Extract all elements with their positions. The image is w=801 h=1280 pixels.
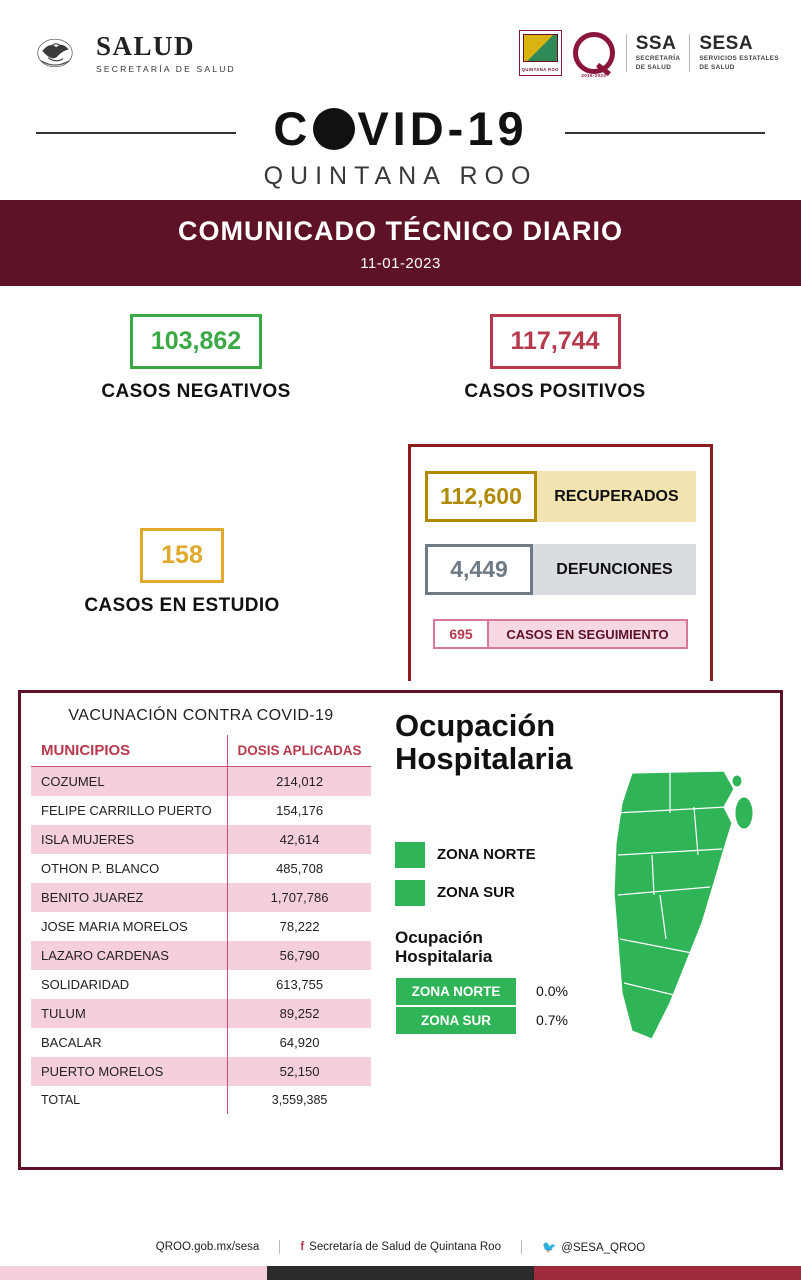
vaccination-title: VACUNACIÓN CONTRA COVID-19 (68, 707, 334, 724)
dosis-value: 89,252 (228, 999, 371, 1028)
casos-negativos-value: 103,862 (130, 314, 262, 369)
casos-en-seguimiento-value: 695 (433, 619, 489, 649)
dosis-value: 64,920 (228, 1028, 371, 1057)
title-rule-right (565, 132, 765, 134)
stat-recuperados (425, 471, 696, 522)
defunciones-label: DEFUNCIONES (533, 544, 696, 595)
total-label: TOTAL (31, 1086, 228, 1114)
footer-facebook[interactable] (300, 1241, 501, 1253)
occupancy-zona-norte-value: 0.0% (536, 983, 568, 1000)
municipio-name: OTHON P. BLANCO (41, 861, 160, 876)
virus-icon (313, 108, 355, 150)
ministry-subtitle: SECRETARÍA DE SALUD (96, 63, 236, 74)
municipio-name: COZUMEL (41, 774, 105, 789)
ssa-acronym: SSA (635, 33, 677, 55)
positivos-breakdown-panel (408, 444, 713, 681)
ssa-line1: SECRETARÍA (635, 55, 681, 63)
covid-title-state: QUINTANA ROO (263, 162, 538, 190)
casos-positivos-value: 117,744 (490, 314, 621, 369)
stat-casos-negativos (56, 314, 336, 403)
occupancy-zona-sur-value: 0.7% (536, 1012, 568, 1029)
communique-banner (0, 200, 801, 286)
covid-title-c: C (273, 102, 312, 155)
footer-bar-dark (267, 1266, 534, 1280)
table-row (31, 970, 371, 999)
recuperados-value: 112,600 (425, 471, 537, 522)
banner-title: COMUNICADO TÉCNICO DIARIO (178, 216, 623, 246)
occupancy-subtitle-line2: Hospitalaria (395, 947, 493, 967)
ministry-name: SALUD (96, 30, 196, 61)
title-rule-left (36, 132, 236, 134)
page-footer (0, 1226, 801, 1280)
municipio-name: TULUM (41, 1006, 86, 1021)
municipio-name: PUERTO MORELOS (41, 1064, 164, 1079)
dosis-value: 78,222 (228, 912, 371, 941)
municipio-name: LAZARO CARDENAS (41, 948, 169, 963)
table-row (31, 767, 371, 797)
dosis-value: 42,614 (228, 825, 371, 854)
vaccination-section (21, 693, 381, 1167)
stat-casos-en-seguimiento (433, 619, 688, 649)
legend-label-zona-sur: ZONA SUR (437, 884, 515, 902)
footer-twitter[interactable] (542, 1240, 645, 1254)
occupancy-zona-norte-label: ZONA NORTE (395, 977, 517, 1006)
municipio-name: FELIPE CARRILLO PUERTO (41, 803, 212, 818)
covid-title-block (0, 92, 801, 200)
footer-facebook-label: Secretaría de Salud de Quintana Roo (309, 1241, 501, 1253)
ssa-logo (636, 34, 681, 71)
dosis-value: 56,790 (228, 941, 371, 970)
footer-links (0, 1226, 801, 1266)
footer-twitter-label: @SESA_QROO (561, 1242, 646, 1254)
table-header-row (31, 735, 371, 767)
sesa-line1: SERVICIOS ESTATALES (699, 55, 779, 63)
occupancy-row-zona-sur (395, 1006, 587, 1035)
casos-en-seguimiento-label: CASOS EN SEGUIMIENTO (489, 619, 688, 649)
sesa-line2: DE SALUD (699, 63, 735, 71)
legend-label-zona-norte: ZONA NORTE (437, 846, 536, 864)
q-brand-icon (571, 30, 617, 76)
quintana-roo-map (574, 763, 774, 1063)
occupancy-table (395, 977, 587, 1035)
table-row (31, 1028, 371, 1057)
dosis-value: 154,176 (228, 796, 371, 825)
stat-casos-positivos (400, 314, 710, 403)
ministry-brand (26, 30, 236, 76)
vaccination-table (31, 735, 371, 1114)
dosis-value: 485,708 (228, 854, 371, 883)
table-row (31, 883, 371, 912)
sesa-acronym: SESA (699, 33, 754, 55)
total-value: 3,559,385 (228, 1086, 371, 1114)
municipio-name: BACALAR (41, 1035, 102, 1050)
zona-sur-swatch-icon (395, 880, 425, 906)
covid-title-rest: VID-19 (357, 102, 528, 155)
ssa-line2: DE SALUD (635, 63, 672, 71)
table-row (31, 796, 371, 825)
casos-en-estudio-value: 158 (140, 528, 224, 583)
quintana-roo-seal-label: QUINTANA ROO (521, 67, 559, 72)
vaccination-table-body (31, 767, 371, 1115)
covid-title (273, 101, 527, 156)
twitter-icon: 🐦 (541, 1242, 557, 1254)
occupancy-row-zona-norte (395, 977, 587, 1006)
footer-bar-red (534, 1266, 801, 1280)
facebook-icon: f (300, 1241, 305, 1253)
table-row (31, 854, 371, 883)
municipio-name: ISLA MUJERES (41, 832, 135, 847)
footer-bar-pink (0, 1266, 267, 1280)
municipio-name: BENITO JUAREZ (41, 890, 144, 905)
casos-en-estudio-label: CASOS EN ESTUDIO (84, 595, 280, 616)
zona-norte-swatch-icon (395, 842, 425, 868)
dosis-value: 214,012 (228, 767, 371, 797)
table-row-total (31, 1086, 371, 1114)
hospital-title-line1: Ocupación (395, 708, 556, 743)
occupancy-subtitle-line1: Ocupación (395, 927, 483, 947)
dosis-value: 1,707,786 (228, 883, 371, 912)
hospital-occupancy-section (381, 693, 780, 1167)
defunciones-value: 4,449 (425, 544, 533, 595)
footer-color-bar (0, 1266, 801, 1280)
banner-date: 11-01-2023 (360, 255, 441, 272)
table-row (31, 941, 371, 970)
recuperados-label: RECUPERADOS (537, 471, 696, 522)
main-panel (18, 690, 783, 1170)
sesa-logo (699, 34, 779, 71)
casos-positivos-label: CASOS POSITIVOS (464, 381, 646, 402)
logo-divider-1 (626, 34, 627, 72)
footer-website[interactable]: QROO.gob.mx/sesa (155, 1241, 260, 1253)
column-header-municipios: MUNICIPIOS (31, 735, 228, 767)
table-row (31, 1057, 371, 1086)
municipio-name: JOSE MARIA MORELOS (41, 919, 188, 934)
municipio-name: SOLIDARIDAD (41, 977, 130, 992)
stat-defunciones (425, 544, 696, 595)
q-brand-year: 2016-2023 (581, 73, 607, 78)
page-header (0, 0, 801, 92)
dosis-value: 52,150 (228, 1057, 371, 1086)
stat-casos-en-estudio (42, 528, 322, 617)
footer-divider-1 (279, 1240, 280, 1254)
casos-negativos-label: CASOS NEGATIVOS (101, 381, 291, 402)
table-row (31, 999, 371, 1028)
dosis-value: 613,755 (228, 970, 371, 999)
column-header-dosis: DOSIS APLICADAS (228, 735, 371, 767)
hospital-title-line2: Hospitalaria (395, 741, 573, 777)
quintana-roo-seal-icon (519, 30, 562, 76)
occupancy-zona-sur-label: ZONA SUR (395, 1006, 517, 1035)
logo-divider-2 (689, 34, 690, 72)
table-row (31, 912, 371, 941)
state-logos (519, 30, 779, 76)
table-row (31, 825, 371, 854)
national-seal-icon (26, 30, 84, 76)
footer-divider-2 (521, 1240, 522, 1254)
stats-section (0, 286, 801, 681)
